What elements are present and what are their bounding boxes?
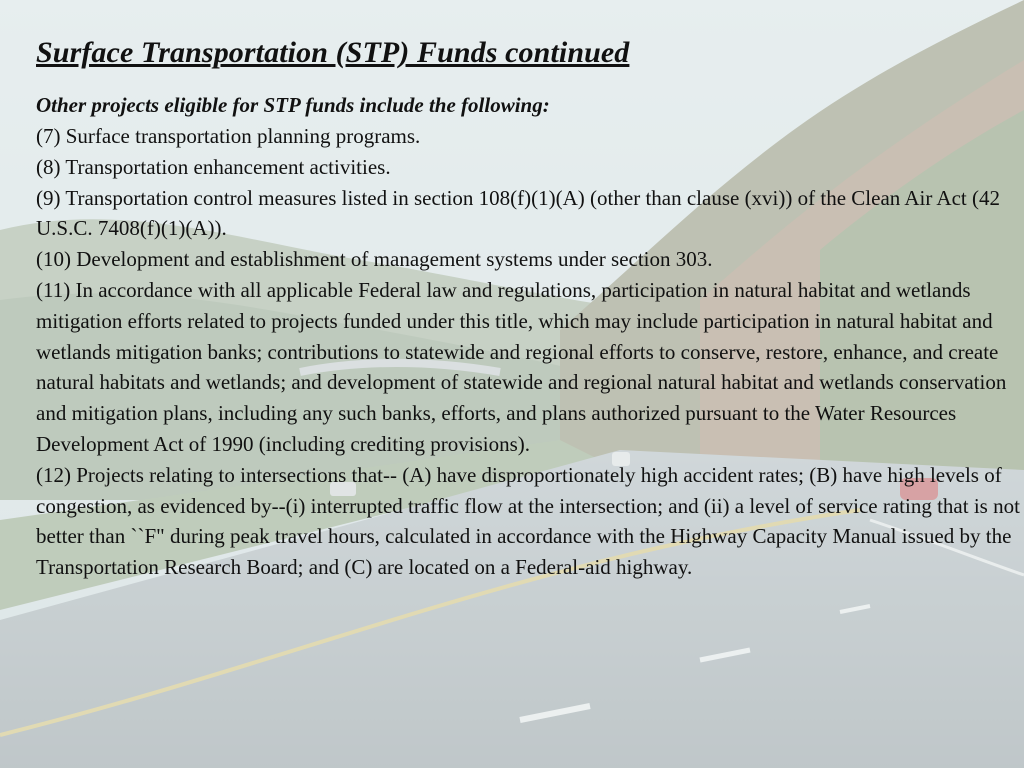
list-item: (7) Surface transportation planning programs.: [36, 124, 421, 148]
list-item: (10) Development and establishment of management systems under section 303.: [36, 247, 713, 272]
list-item: (8) Transportation enhancement activities.: [36, 154, 391, 179]
list-item: (9) Transportation control measures listed in section 108(f)(1)(A) (other than clause (xvi)) of the Clean Air Act (42 U.S.C. 7408(f)(1)(A)).: [36, 185, 1001, 241]
list-item: (12) Projects relating to intersections that-- (A) have disproportionately high accident rates; (B) have high levels of congestion, as evidenced by--(i) interrupted traffic flow at the intersection; and (ii) a level of service rating that is not better than ``F" during peak travel hours, calculated in accordance with the Highway Capacity Manual issued by the Transportation Research Board; and (C) are located on a Federal-aid highway.: [36, 462, 1020, 580]
intro-text: Other projects eligible for STP funds include the following:: [36, 93, 550, 117]
slide-content: [36, 34, 1020, 583]
list-item: (11) In accordance with all applicable Federal law and regulations, participation in natural habitat and wetlands mitigation efforts related to projects funded under this title, which may include participation in natural habitat and wetlands mitigation banks; contributions to statewide and regional efforts to conserve, restore, enhance, and create natural habitats and wetlands; and development of statewide and regional natural habitat and wetlands conservation and mitigation plans, including any such banks, efforts, and plans authorized pursuant to the Water Resources Development Act of 1990 (including crediting provisions).: [36, 277, 1007, 456]
slide-title: Surface Transportation (STP) Funds continued: [36, 36, 630, 69]
